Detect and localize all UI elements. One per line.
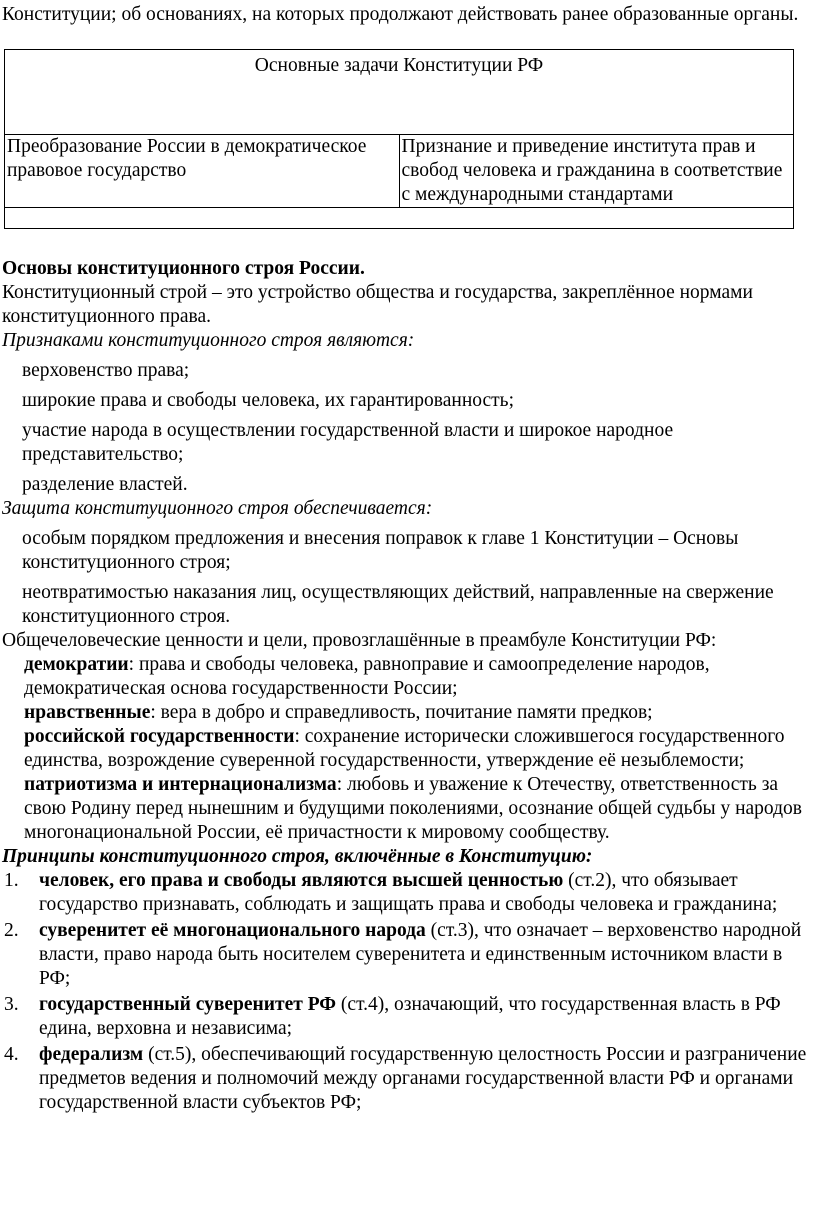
principle-text: (ст.4), означающий, что государственная власть в РФ едина, верховна и независима; <box>39 994 781 1039</box>
value-term: демократии <box>24 654 129 675</box>
principle-text: (ст.5), обеспечивающий государственную целостность России и разграничение предметов ведения и полномочий между органами государственной власти РФ и органами государственной власти субъектов РФ; <box>39 1044 807 1113</box>
principle-term: государственный суверенитет РФ <box>39 994 337 1015</box>
list-number: 4. <box>4 1044 19 1065</box>
table-title-cell: Основные задачи Конституции РФ <box>5 50 794 135</box>
constitution-tasks-table <box>4 49 794 229</box>
list-item <box>2 919 812 991</box>
list-item <box>2 993 812 1041</box>
value-item <box>2 701 812 725</box>
value-item <box>2 773 812 845</box>
principles-list <box>2 869 812 1115</box>
list-item: разделение властей. <box>22 474 188 495</box>
list-item: верховенство права; <box>22 360 190 381</box>
value-term: нравственные <box>24 702 151 723</box>
value-text: : сохранение исторически сложившегося государственного единства, возрождение суверенной государственности, утверждение её незыблемости; <box>24 726 785 771</box>
principle-text: (ст.2), что обязывает государство признавать, соблюдать и защищать права и свободы человека и гражданина; <box>39 870 778 915</box>
value-item <box>2 725 812 773</box>
list-item: неотвратимостью наказания лиц, осуществляющих действий, направленные на свержение конституционного строя. <box>22 582 774 627</box>
values-heading: Общечеловеческие ценности и цели, провозглашённые в преамбуле Конституции РФ: <box>2 630 717 651</box>
value-text: : любовь и уважение к Отечеству, ответственность за свою Родину перед нынешним и будущими поколениями, осознание общей судьбы у народов многонациональной России, её причастности к мировому сообществу. <box>24 774 803 843</box>
list-item <box>2 869 812 917</box>
principle-text: (ст.3), что означает – верховенство народной власти, право народа быть носителем суверенитета и единственным источником власти в РФ; <box>39 920 802 989</box>
section-title: Основы конституционного строя России. <box>2 258 365 279</box>
table-cell-left: Преобразование России в демократическое правовое государство <box>5 135 400 208</box>
value-term: российской государственности <box>24 726 295 747</box>
principle-term: человек, его права и свободы являются высшей ценностью <box>39 870 564 891</box>
list-number: 1. <box>4 870 19 891</box>
list-number: 3. <box>4 994 19 1015</box>
list-item: широкие права и свободы человека, их гарантированность; <box>22 390 514 411</box>
definition-paragraph: Конституционный строй – это устройство общества и государства, закреплённое нормами конституционного права. <box>2 282 753 327</box>
intro-paragraph: Конституции; об основаниях, на которых продолжают действовать ранее образованные органы. <box>2 4 799 25</box>
value-text: : права и свободы человека, равноправие и самоопределение народов, демократическая основа государственности России; <box>24 654 710 699</box>
list-item: особым порядком предложения и внесения поправок к главе 1 Конституции – Основы конституционного строя; <box>22 528 739 573</box>
table-blank-row <box>5 208 794 229</box>
value-text: : вера в добро и справедливость, почитание памяти предков; <box>150 702 653 723</box>
list-number: 2. <box>4 920 19 941</box>
list-item: участие народа в осуществлении государственной власти и широкое народное представительство; <box>22 420 674 465</box>
principle-term: суверенитет её многонационального народа <box>39 920 426 941</box>
value-term: патриотизма и интернационализма <box>24 774 337 795</box>
list-item <box>2 1043 812 1115</box>
value-item <box>2 653 812 701</box>
protection-heading: Защита конституционного строя обеспечивается: <box>2 498 433 519</box>
principles-heading: Принципы конституционного строя, включённые в Конституцию: <box>2 846 593 867</box>
principle-term: федерализм <box>39 1044 144 1065</box>
signs-heading: Признаками конституционного строя являются: <box>2 330 415 351</box>
table-cell-right: Признание и приведение института прав и свобод человека и гражданина в соответствие с международными стандартами <box>399 135 794 208</box>
